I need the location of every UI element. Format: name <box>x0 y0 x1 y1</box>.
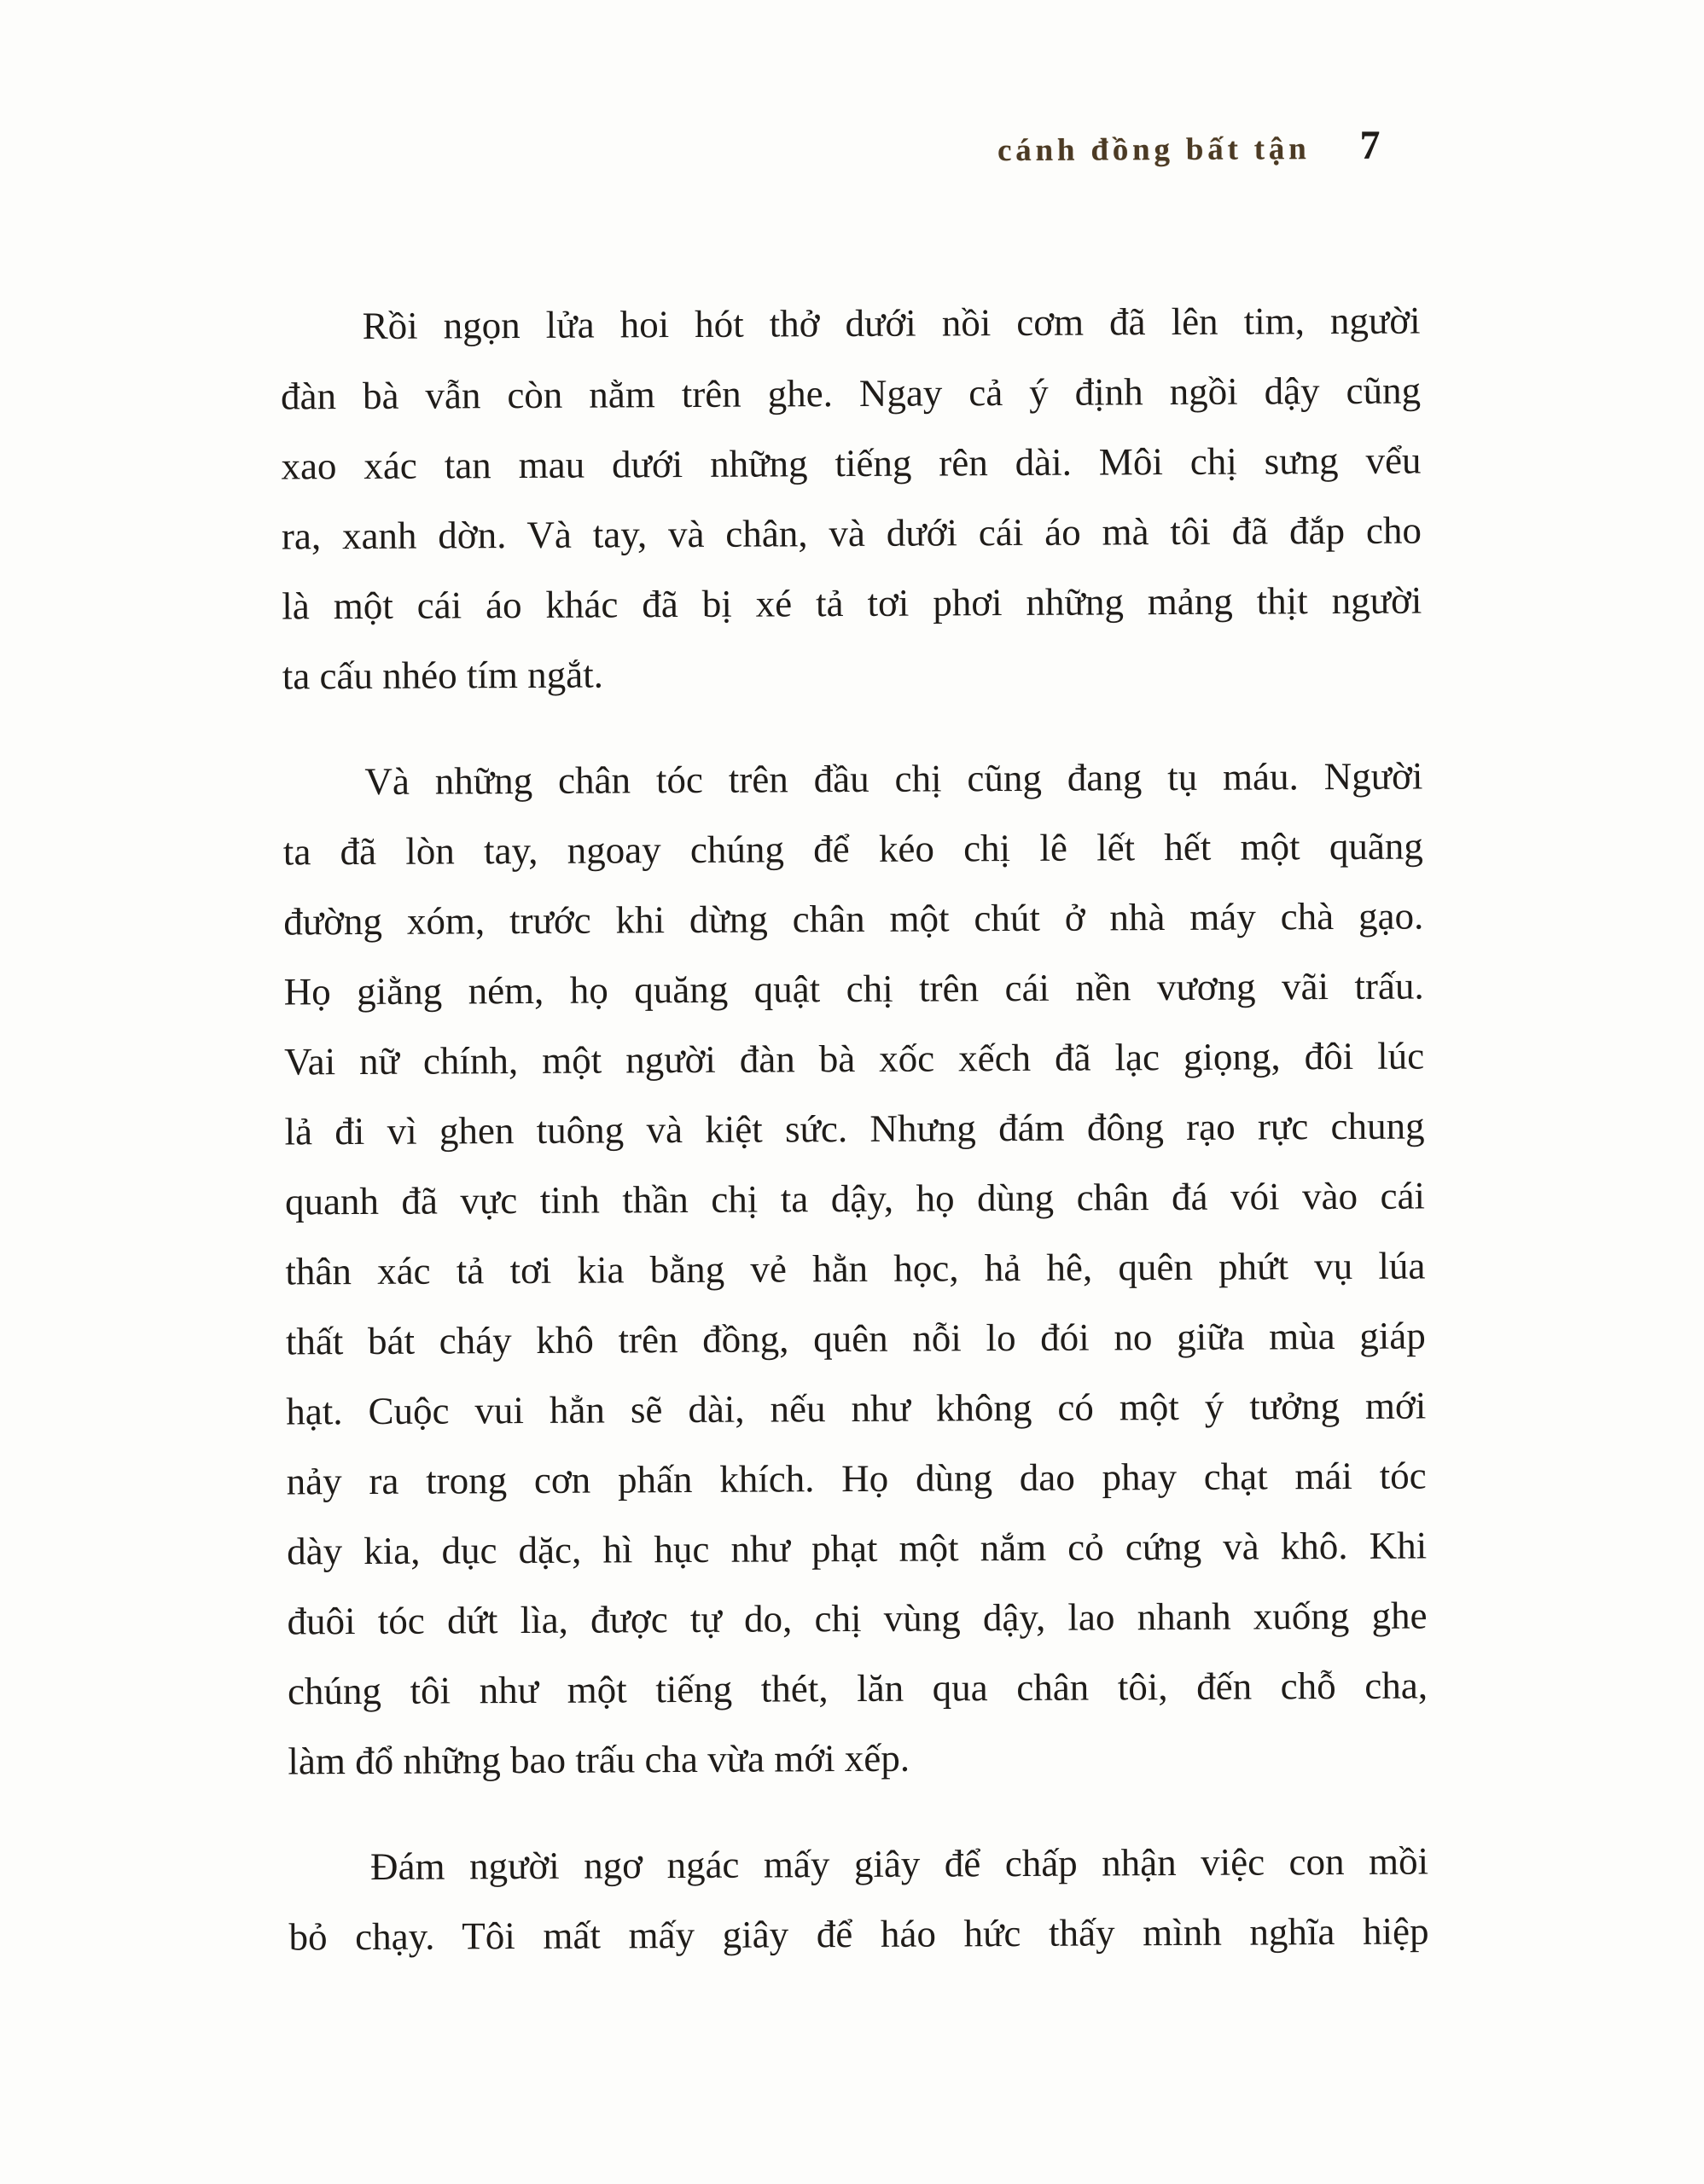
page-number: 7 <box>1359 122 1381 168</box>
text-line: xao xác tan mau dưới những tiếng rên dài. Môi chị sưng vểu <box>281 439 1422 488</box>
text-line: Rồi ngọn lửa hoi hót thở dưới nồi cơm đã lên tim, người <box>362 299 1421 347</box>
text-line: Đám người ngơ ngác mấy giây để chấp nhận việc con mồi <box>369 1839 1429 1888</box>
text-line: là một cái áo khác đã bị xé tả tơi phơi những mảng thịt người <box>282 578 1422 628</box>
text-line: quanh đã vực tinh thần chị ta dậy, họ dùng chân đá vói vào cái <box>284 1174 1426 1223</box>
text-line: ra, xanh dờn. Và tay, và chân, và dưới cái áo mà tôi đã đắp cho <box>281 508 1422 558</box>
running-header <box>279 122 1419 175</box>
text-line: bỏ chạy. Tôi mất mấy giây để háo hức thấy mình nghĩa hiệp <box>288 1909 1429 1959</box>
text-line: Họ giằng ném, họ quăng quật chị trên cái nền vương vãi trấu. <box>283 964 1424 1014</box>
text-line: hạt. Cuộc vui hẳn sẽ dài, nếu như không có một ý tưởng mới <box>286 1384 1427 1433</box>
text-line: làm đổ những bao trấu cha vừa mới xếp. <box>288 1736 910 1783</box>
text-line: dày kia, dục dặc, hì hục như phạt một nắm cỏ cứng và khô. Khi <box>287 1524 1428 1573</box>
text-line: ta đã lòn tay, ngoay chúng để kéo chị lê lết hết một quãng <box>282 824 1423 874</box>
text-line: Vai nữ chính, một người đàn bà xốc xếch đã lạc giọng, đôi lúc <box>284 1034 1425 1083</box>
text-line: thất bát cháy khô trên đồng, quên nỗi lo đói no giữa mùa giáp <box>285 1314 1426 1363</box>
running-title: cánh đồng bất tận <box>997 131 1311 169</box>
body-text <box>280 286 1428 1972</box>
text-line: chúng tôi như một tiếng thét, lăn qua chân tôi, đến chỗ cha, <box>287 1664 1428 1713</box>
text-line: đàn bà vẫn còn nằm trên ghe. Ngay cả ý định ngồi dậy cũng <box>280 369 1422 418</box>
text-line: nảy ra trong cơn phấn khích. Họ dùng dao phay chạt mái tóc <box>286 1454 1427 1503</box>
text-line: ta cấu nhéo tím ngắt. <box>282 653 604 698</box>
text-line: Và những chân tóc trên đầu chị cũng đang tụ máu. Người <box>364 754 1423 803</box>
paragraph <box>288 1826 1429 1972</box>
paragraph <box>280 286 1422 712</box>
text-line: đuôi tóc dứt lìa, được tự do, chị vùng dậy, lao nhanh xuống ghe <box>287 1594 1428 1643</box>
text-line: thân xác tả tơi kia bằng vẻ hằn học, hả hê, quên phứt vụ lúa <box>285 1244 1426 1293</box>
text-line: lả đi vì ghen tuông và kiệt sức. Nhưng đám đông rạo rực chung <box>284 1104 1425 1153</box>
text-line: đường xóm, trước khi dừng chân một chút ở nhà máy chà gạo. <box>283 894 1424 944</box>
paragraph <box>282 741 1428 1796</box>
